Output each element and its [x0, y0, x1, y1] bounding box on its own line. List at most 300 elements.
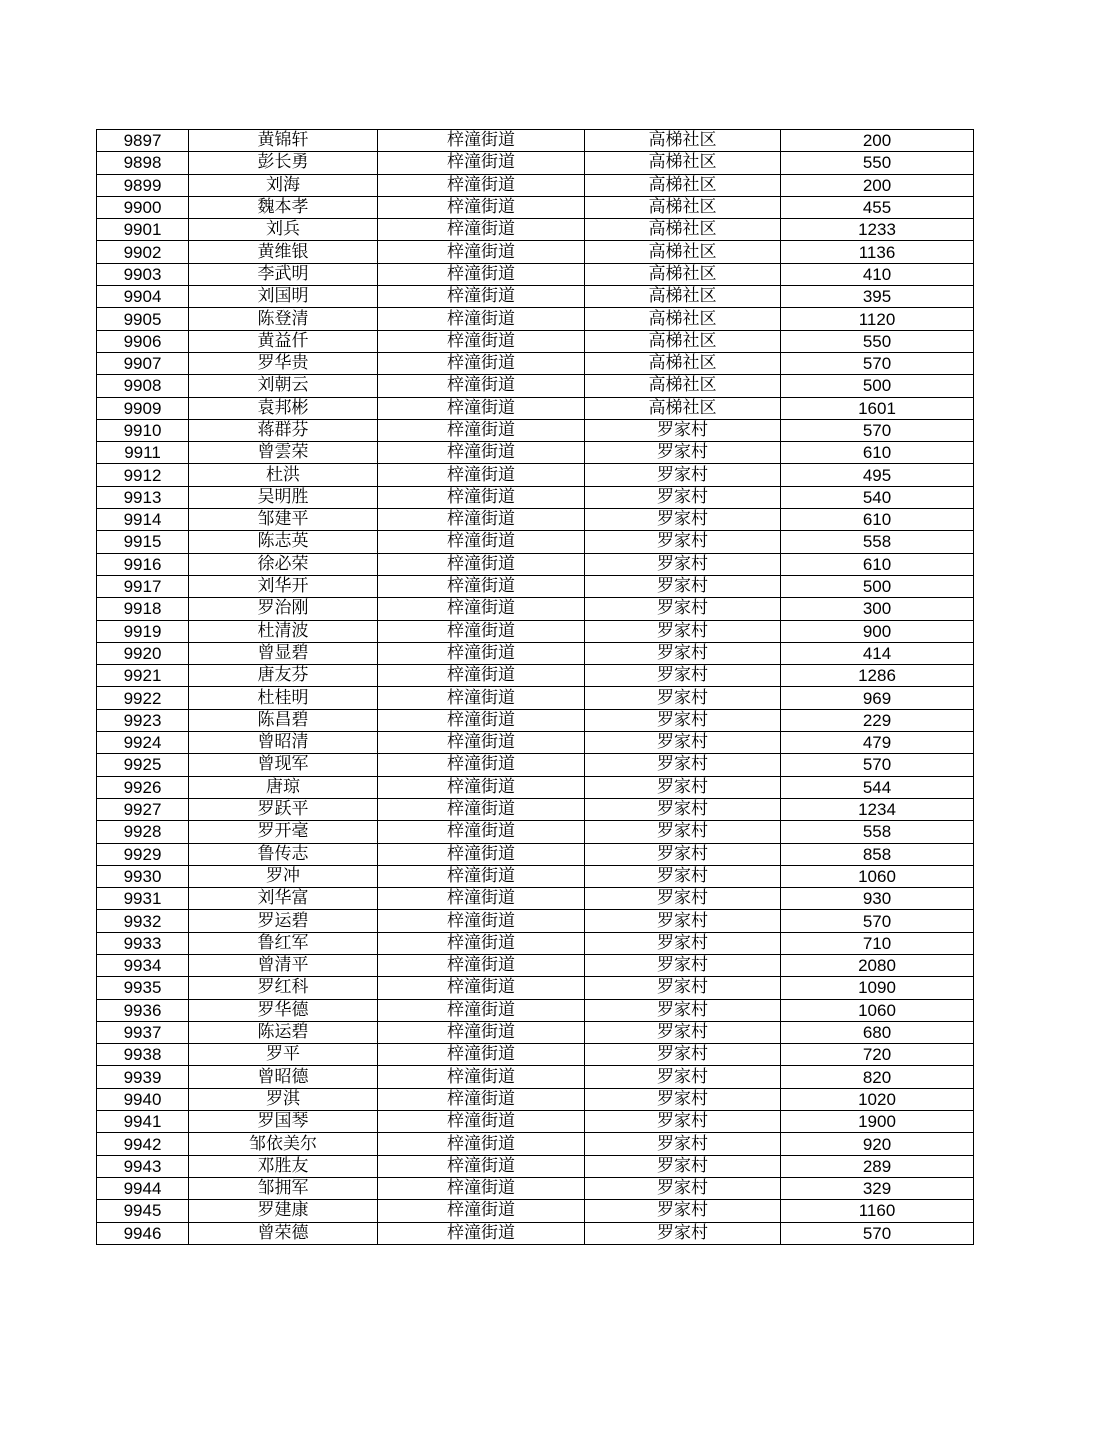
table-row	[97, 1111, 974, 1133]
name-cell: 曾显碧	[189, 642, 378, 664]
row-number-cell: 9905	[97, 308, 189, 330]
row-number-cell: 9935	[97, 977, 189, 999]
street-cell: 梓潼街道	[378, 642, 585, 664]
amount-cell: 1020	[781, 1088, 974, 1110]
table-row	[97, 1222, 974, 1244]
street-cell: 梓潼街道	[378, 977, 585, 999]
street-cell: 梓潼街道	[378, 263, 585, 285]
name-cell: 邹建平	[189, 509, 378, 531]
amount-cell: 479	[781, 732, 974, 754]
row-number-cell: 9919	[97, 620, 189, 642]
table-row	[97, 196, 974, 218]
street-cell: 梓潼街道	[378, 1044, 585, 1066]
community-cell: 罗家村	[585, 732, 781, 754]
name-cell: 唐琼	[189, 776, 378, 798]
street-cell: 梓潼街道	[378, 1200, 585, 1222]
community-cell: 罗家村	[585, 843, 781, 865]
community-cell: 高梯社区	[585, 263, 781, 285]
name-cell: 曾现军	[189, 754, 378, 776]
row-number-cell: 9915	[97, 531, 189, 553]
name-cell: 邹依美尔	[189, 1133, 378, 1155]
amount-cell: 500	[781, 575, 974, 597]
amount-cell: 200	[781, 174, 974, 196]
street-cell: 梓潼街道	[378, 397, 585, 419]
street-cell: 梓潼街道	[378, 1177, 585, 1199]
table-row	[97, 754, 974, 776]
row-number-cell: 9941	[97, 1111, 189, 1133]
table-row	[97, 486, 974, 508]
amount-cell: 495	[781, 464, 974, 486]
name-cell: 曾清平	[189, 954, 378, 976]
name-cell: 刘国明	[189, 286, 378, 308]
table-row	[97, 330, 974, 352]
amount-cell: 414	[781, 642, 974, 664]
street-cell: 梓潼街道	[378, 798, 585, 820]
community-cell: 高梯社区	[585, 308, 781, 330]
table-row	[97, 843, 974, 865]
community-cell: 罗家村	[585, 1111, 781, 1133]
community-cell: 罗家村	[585, 687, 781, 709]
street-cell: 梓潼街道	[378, 241, 585, 263]
table-row	[97, 263, 974, 285]
row-number-cell: 9924	[97, 732, 189, 754]
amount-cell: 2080	[781, 954, 974, 976]
name-cell: 罗治刚	[189, 598, 378, 620]
amount-cell: 329	[781, 1177, 974, 1199]
community-cell: 高梯社区	[585, 152, 781, 174]
amount-cell: 570	[781, 1222, 974, 1244]
row-number-cell: 9921	[97, 665, 189, 687]
community-cell: 罗家村	[585, 665, 781, 687]
amount-cell: 500	[781, 375, 974, 397]
row-number-cell: 9936	[97, 999, 189, 1021]
row-number-cell: 9910	[97, 419, 189, 441]
row-number-cell: 9930	[97, 865, 189, 887]
table-row	[97, 888, 974, 910]
name-cell: 杜桂明	[189, 687, 378, 709]
street-cell: 梓潼街道	[378, 620, 585, 642]
table-row	[97, 352, 974, 374]
street-cell: 梓潼街道	[378, 575, 585, 597]
community-cell: 罗家村	[585, 464, 781, 486]
table-row	[97, 1200, 974, 1222]
community-cell: 罗家村	[585, 977, 781, 999]
row-number-cell: 9906	[97, 330, 189, 352]
community-cell: 罗家村	[585, 1222, 781, 1244]
table-row	[97, 910, 974, 932]
row-number-cell: 9944	[97, 1177, 189, 1199]
row-number-cell: 9940	[97, 1088, 189, 1110]
row-number-cell: 9916	[97, 553, 189, 575]
amount-cell: 289	[781, 1155, 974, 1177]
name-cell: 罗运碧	[189, 910, 378, 932]
street-cell: 梓潼街道	[378, 130, 585, 152]
street-cell: 梓潼街道	[378, 954, 585, 976]
amount-cell: 900	[781, 620, 974, 642]
amount-cell: 1233	[781, 219, 974, 241]
table-row	[97, 531, 974, 553]
name-cell: 黄锦轩	[189, 130, 378, 152]
row-number-cell: 9933	[97, 932, 189, 954]
table-row	[97, 798, 974, 820]
name-cell: 罗跃平	[189, 798, 378, 820]
community-cell: 罗家村	[585, 932, 781, 954]
row-number-cell: 9945	[97, 1200, 189, 1222]
street-cell: 梓潼街道	[378, 486, 585, 508]
street-cell: 梓潼街道	[378, 910, 585, 932]
name-cell: 唐友芬	[189, 665, 378, 687]
amount-cell: 540	[781, 486, 974, 508]
community-cell: 罗家村	[585, 1155, 781, 1177]
row-number-cell: 9929	[97, 843, 189, 865]
community-cell: 高梯社区	[585, 375, 781, 397]
row-number-cell: 9898	[97, 152, 189, 174]
amount-cell: 710	[781, 932, 974, 954]
amount-cell: 1601	[781, 397, 974, 419]
name-cell: 罗国琴	[189, 1111, 378, 1133]
name-cell: 曾雲荣	[189, 442, 378, 464]
table-row	[97, 442, 974, 464]
amount-cell: 610	[781, 509, 974, 531]
street-cell: 梓潼街道	[378, 932, 585, 954]
amount-cell: 930	[781, 888, 974, 910]
name-cell: 彭长勇	[189, 152, 378, 174]
street-cell: 梓潼街道	[378, 330, 585, 352]
community-cell: 罗家村	[585, 999, 781, 1021]
table-row	[97, 1155, 974, 1177]
row-number-cell: 9904	[97, 286, 189, 308]
community-cell: 罗家村	[585, 531, 781, 553]
table-row	[97, 665, 974, 687]
street-cell: 梓潼街道	[378, 999, 585, 1021]
street-cell: 梓潼街道	[378, 531, 585, 553]
community-cell: 高梯社区	[585, 397, 781, 419]
data-table	[96, 129, 974, 1245]
table-row	[97, 1133, 974, 1155]
table-row	[97, 598, 974, 620]
community-cell: 罗家村	[585, 709, 781, 731]
name-cell: 刘兵	[189, 219, 378, 241]
table-row	[97, 642, 974, 664]
name-cell: 刘海	[189, 174, 378, 196]
street-cell: 梓潼街道	[378, 843, 585, 865]
street-cell: 梓潼街道	[378, 464, 585, 486]
name-cell: 曾荣德	[189, 1222, 378, 1244]
table-row	[97, 620, 974, 642]
street-cell: 梓潼街道	[378, 509, 585, 531]
street-cell: 梓潼街道	[378, 687, 585, 709]
community-cell: 罗家村	[585, 821, 781, 843]
row-number-cell: 9899	[97, 174, 189, 196]
amount-cell: 1060	[781, 865, 974, 887]
street-cell: 梓潼街道	[378, 286, 585, 308]
amount-cell: 1060	[781, 999, 974, 1021]
amount-cell: 1120	[781, 308, 974, 330]
street-cell: 梓潼街道	[378, 1111, 585, 1133]
street-cell: 梓潼街道	[378, 665, 585, 687]
community-cell: 罗家村	[585, 553, 781, 575]
table-row	[97, 821, 974, 843]
name-cell: 刘朝云	[189, 375, 378, 397]
community-cell: 罗家村	[585, 1200, 781, 1222]
street-cell: 梓潼街道	[378, 1133, 585, 1155]
amount-cell: 229	[781, 709, 974, 731]
table-row	[97, 130, 974, 152]
row-number-cell: 9932	[97, 910, 189, 932]
table-row	[97, 865, 974, 887]
community-cell: 罗家村	[585, 888, 781, 910]
amount-cell: 550	[781, 330, 974, 352]
name-cell: 黄益仟	[189, 330, 378, 352]
table-row	[97, 241, 974, 263]
community-cell: 罗家村	[585, 776, 781, 798]
table-row	[97, 575, 974, 597]
row-number-cell: 9901	[97, 219, 189, 241]
row-number-cell: 9939	[97, 1066, 189, 1088]
amount-cell: 680	[781, 1021, 974, 1043]
name-cell: 罗建康	[189, 1200, 378, 1222]
amount-cell: 858	[781, 843, 974, 865]
table-row	[97, 553, 974, 575]
name-cell: 黄维银	[189, 241, 378, 263]
row-number-cell: 9897	[97, 130, 189, 152]
amount-cell: 544	[781, 776, 974, 798]
community-cell: 罗家村	[585, 798, 781, 820]
amount-cell: 200	[781, 130, 974, 152]
name-cell: 罗红科	[189, 977, 378, 999]
amount-cell: 1136	[781, 241, 974, 263]
street-cell: 梓潼街道	[378, 598, 585, 620]
amount-cell: 969	[781, 687, 974, 709]
row-number-cell: 9918	[97, 598, 189, 620]
row-number-cell: 9920	[97, 642, 189, 664]
table-row	[97, 709, 974, 731]
amount-cell: 1900	[781, 1111, 974, 1133]
community-cell: 罗家村	[585, 1133, 781, 1155]
table-row	[97, 776, 974, 798]
row-number-cell: 9914	[97, 509, 189, 531]
community-cell: 罗家村	[585, 954, 781, 976]
community-cell: 罗家村	[585, 1177, 781, 1199]
community-cell: 罗家村	[585, 1021, 781, 1043]
street-cell: 梓潼街道	[378, 419, 585, 441]
name-cell: 邹拥军	[189, 1177, 378, 1199]
amount-cell: 550	[781, 152, 974, 174]
name-cell: 李武明	[189, 263, 378, 285]
street-cell: 梓潼街道	[378, 1222, 585, 1244]
row-number-cell: 9912	[97, 464, 189, 486]
street-cell: 梓潼街道	[378, 352, 585, 374]
table-body	[97, 130, 974, 1245]
name-cell: 罗华德	[189, 999, 378, 1021]
street-cell: 梓潼街道	[378, 888, 585, 910]
table-row	[97, 1044, 974, 1066]
street-cell: 梓潼街道	[378, 174, 585, 196]
row-number-cell: 9942	[97, 1133, 189, 1155]
row-number-cell: 9923	[97, 709, 189, 731]
table-row	[97, 464, 974, 486]
street-cell: 梓潼街道	[378, 553, 585, 575]
community-cell: 罗家村	[585, 1044, 781, 1066]
community-cell: 罗家村	[585, 598, 781, 620]
name-cell: 鲁红军	[189, 932, 378, 954]
table-row	[97, 977, 974, 999]
amount-cell: 570	[781, 910, 974, 932]
table-row	[97, 1066, 974, 1088]
table-row	[97, 219, 974, 241]
name-cell: 徐必荣	[189, 553, 378, 575]
table-row	[97, 419, 974, 441]
name-cell: 罗淇	[189, 1088, 378, 1110]
table-row	[97, 152, 974, 174]
name-cell: 蒋群芬	[189, 419, 378, 441]
row-number-cell: 9909	[97, 397, 189, 419]
amount-cell: 920	[781, 1133, 974, 1155]
table-row	[97, 687, 974, 709]
table-row	[97, 509, 974, 531]
name-cell: 杜洪	[189, 464, 378, 486]
table-row	[97, 174, 974, 196]
name-cell: 魏本孝	[189, 196, 378, 218]
row-number-cell: 9938	[97, 1044, 189, 1066]
community-cell: 罗家村	[585, 642, 781, 664]
row-number-cell: 9928	[97, 821, 189, 843]
street-cell: 梓潼街道	[378, 1088, 585, 1110]
amount-cell: 1234	[781, 798, 974, 820]
name-cell: 杜清波	[189, 620, 378, 642]
row-number-cell: 9903	[97, 263, 189, 285]
name-cell: 罗平	[189, 1044, 378, 1066]
name-cell: 陈运碧	[189, 1021, 378, 1043]
row-number-cell: 9931	[97, 888, 189, 910]
amount-cell: 1090	[781, 977, 974, 999]
street-cell: 梓潼街道	[378, 1155, 585, 1177]
table-row	[97, 999, 974, 1021]
street-cell: 梓潼街道	[378, 1021, 585, 1043]
community-cell: 高梯社区	[585, 352, 781, 374]
amount-cell: 1160	[781, 1200, 974, 1222]
community-cell: 罗家村	[585, 910, 781, 932]
community-cell: 高梯社区	[585, 219, 781, 241]
table-row	[97, 1021, 974, 1043]
amount-cell: 1286	[781, 665, 974, 687]
street-cell: 梓潼街道	[378, 776, 585, 798]
table-row	[97, 954, 974, 976]
row-number-cell: 9922	[97, 687, 189, 709]
row-number-cell: 9911	[97, 442, 189, 464]
row-number-cell: 9927	[97, 798, 189, 820]
amount-cell: 395	[781, 286, 974, 308]
name-cell: 邓胜友	[189, 1155, 378, 1177]
street-cell: 梓潼街道	[378, 821, 585, 843]
street-cell: 梓潼街道	[378, 152, 585, 174]
amount-cell: 558	[781, 531, 974, 553]
amount-cell: 820	[781, 1066, 974, 1088]
community-cell: 罗家村	[585, 865, 781, 887]
name-cell: 陈志英	[189, 531, 378, 553]
row-number-cell: 9907	[97, 352, 189, 374]
community-cell: 高梯社区	[585, 130, 781, 152]
name-cell: 罗开毫	[189, 821, 378, 843]
street-cell: 梓潼街道	[378, 732, 585, 754]
street-cell: 梓潼街道	[378, 442, 585, 464]
row-number-cell: 9925	[97, 754, 189, 776]
name-cell: 刘华富	[189, 888, 378, 910]
street-cell: 梓潼街道	[378, 219, 585, 241]
row-number-cell: 9917	[97, 575, 189, 597]
community-cell: 高梯社区	[585, 241, 781, 263]
table-row	[97, 308, 974, 330]
community-cell: 罗家村	[585, 1066, 781, 1088]
amount-cell: 570	[781, 352, 974, 374]
name-cell: 刘华开	[189, 575, 378, 597]
row-number-cell: 9937	[97, 1021, 189, 1043]
street-cell: 梓潼街道	[378, 865, 585, 887]
amount-cell: 610	[781, 553, 974, 575]
community-cell: 罗家村	[585, 1088, 781, 1110]
community-cell: 罗家村	[585, 509, 781, 531]
table-row	[97, 1177, 974, 1199]
amount-cell: 570	[781, 754, 974, 776]
name-cell: 吴明胜	[189, 486, 378, 508]
amount-cell: 570	[781, 419, 974, 441]
street-cell: 梓潼街道	[378, 1066, 585, 1088]
amount-cell: 455	[781, 196, 974, 218]
name-cell: 罗华贵	[189, 352, 378, 374]
row-number-cell: 9900	[97, 196, 189, 218]
community-cell: 罗家村	[585, 754, 781, 776]
community-cell: 罗家村	[585, 486, 781, 508]
community-cell: 高梯社区	[585, 196, 781, 218]
community-cell: 罗家村	[585, 419, 781, 441]
name-cell: 曾昭清	[189, 732, 378, 754]
table-row	[97, 286, 974, 308]
row-number-cell: 9943	[97, 1155, 189, 1177]
table-row	[97, 397, 974, 419]
street-cell: 梓潼街道	[378, 375, 585, 397]
row-number-cell: 9926	[97, 776, 189, 798]
name-cell: 曾昭德	[189, 1066, 378, 1088]
name-cell: 罗冲	[189, 865, 378, 887]
amount-cell: 300	[781, 598, 974, 620]
row-number-cell: 9934	[97, 954, 189, 976]
table-row	[97, 932, 974, 954]
name-cell: 陈登清	[189, 308, 378, 330]
community-cell: 高梯社区	[585, 286, 781, 308]
table-row	[97, 1088, 974, 1110]
community-cell: 罗家村	[585, 620, 781, 642]
community-cell: 罗家村	[585, 442, 781, 464]
street-cell: 梓潼街道	[378, 754, 585, 776]
street-cell: 梓潼街道	[378, 308, 585, 330]
amount-cell: 558	[781, 821, 974, 843]
community-cell: 罗家村	[585, 575, 781, 597]
amount-cell: 410	[781, 263, 974, 285]
community-cell: 高梯社区	[585, 330, 781, 352]
name-cell: 袁邦彬	[189, 397, 378, 419]
street-cell: 梓潼街道	[378, 709, 585, 731]
row-number-cell: 9946	[97, 1222, 189, 1244]
amount-cell: 610	[781, 442, 974, 464]
table-row	[97, 375, 974, 397]
row-number-cell: 9908	[97, 375, 189, 397]
amount-cell: 720	[781, 1044, 974, 1066]
community-cell: 高梯社区	[585, 174, 781, 196]
row-number-cell: 9913	[97, 486, 189, 508]
table-row	[97, 732, 974, 754]
name-cell: 陈昌碧	[189, 709, 378, 731]
street-cell: 梓潼街道	[378, 196, 585, 218]
